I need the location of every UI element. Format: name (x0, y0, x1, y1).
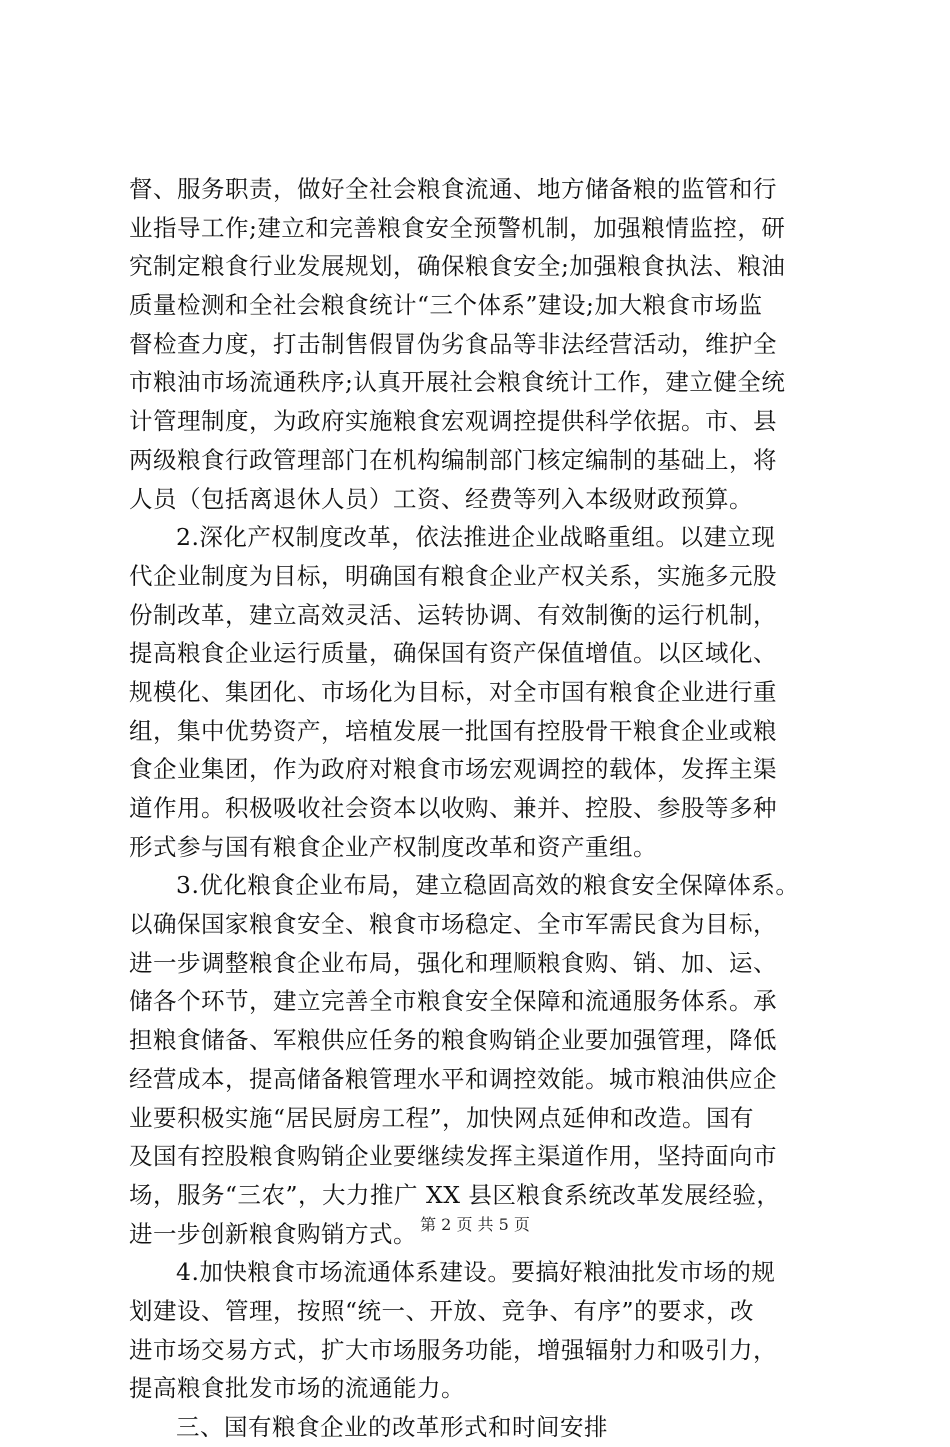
text-line: 规模化、集团化、市场化为目标，对全市国有粮食企业进行重 (129, 677, 777, 706)
text-line: 以确保国家粮食安全、粮食市场稳定、全市军需民食为目标， (129, 910, 777, 939)
text-line: 两级粮食行政管理部门在机构编制部门核定编制的基础上，将 (129, 445, 777, 474)
text-line: 计管理制度，为政府实施粮食宏观调控提供科学依据。市、县 (129, 407, 777, 436)
text-line: 份制改革，建立高效灵活、运转协调、有效制衡的运行机制， (129, 600, 777, 629)
text-line: 进一步调整粮食企业布局，强化和理顺粮食购、销、加、运、 (129, 948, 777, 977)
text-line: 形式参与国有粮食企业产权制度改革和资产重组。 (129, 832, 657, 861)
text-line: 组，集中优势资产，培植发展一批国有控股骨干粮食企业或粮 (129, 716, 777, 745)
text-line: 储各个环节，建立完善全市粮食安全保障和流通服务体系。承 (129, 987, 777, 1016)
text-line: 究制定粮食行业发展规划，确保粮食安全;加强粮食执法、粮油 (129, 252, 786, 281)
text-line: 及国有控股粮食购销企业要继续发挥主渠道作用，坚持面向市 (129, 1142, 777, 1171)
text-line: 担粮食储备、军粮供应任务的粮食购销企业要加强管理，降低 (129, 1026, 777, 1055)
text-line: 提高粮食批发市场的流通能力。 (129, 1374, 465, 1403)
paragraph-start-line: 2.深化产权制度改革，依法推进企业战略重组。以建立现 (176, 523, 776, 552)
text-line: 督检查力度，打击制售假冒伪劣食品等非法经营活动，维护全 (129, 329, 777, 358)
text-line: 道作用。积极吸收社会资本以收购、兼并、控股、参股等多种 (129, 794, 777, 822)
text-line: 督、服务职责，做好全社会粮食流通、地方储备粮的监管和行 (129, 175, 777, 203)
paragraph-start-line: 3.优化粮食企业布局，建立稳固高效的粮食安全保障体系。 (176, 871, 800, 900)
text-line: 经营成本，提高储备粮管理水平和调控效能。城市粮油供应企 (129, 1064, 777, 1093)
text-line: 食企业集团，作为政府对粮食市场宏观调控的载体，发挥主渠 (129, 755, 777, 784)
text-line: 代企业制度为目标，明确国有粮食企业产权关系，实施多元股 (129, 561, 777, 590)
text-line: 进一步创新粮食购销方式。 (129, 1219, 417, 1248)
text-line: 提高粮食企业运行质量，确保国有资产保值增值。以区域化、 (129, 639, 777, 668)
text-line: 市粮油市场流通秩序;认真开展社会粮食统计工作，建立健全统 (129, 368, 786, 397)
page-footer: 第 2 页 共 5 页 (420, 1215, 530, 1234)
text-line: 业指导工作;建立和完善粮食安全预警机制，加强粮情监控，研 (129, 213, 786, 242)
text-line: 划建设、管理，按照“统一、开放、竞争、有序”的要求，改 (129, 1296, 755, 1325)
paragraph-start-line: 4.加快粮食市场流通体系建设。要搞好粮油批发市场的规 (176, 1258, 776, 1287)
text-line: 业要积极实施“居民厨房工程”，加快网点延伸和改造。国有 (129, 1103, 755, 1132)
document-body (129, 170, 837, 1447)
section-heading: 三、国有粮食企业的改革形式和时间安排 (176, 1413, 608, 1441)
text-line: 进市场交易方式，扩大市场服务功能，增强辐射力和吸引力， (129, 1335, 777, 1364)
text-line: 人员（包括离退休人员）工资、经费等列入本级财政预算。 (129, 484, 753, 513)
text-line: 场，服务“三农”，大力推广 XX 县区粮食系统改革发展经验， (129, 1180, 781, 1209)
text-line: 质量检测和全社会粮食统计“三个体系”建设;加大粮食市场监 (129, 291, 763, 320)
